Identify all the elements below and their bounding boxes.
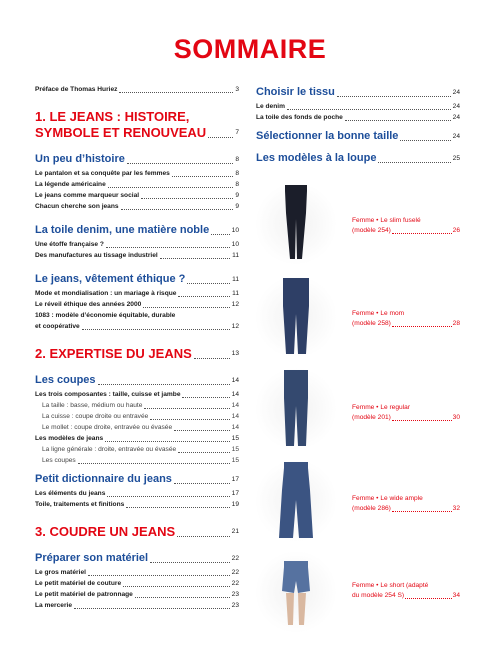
- jeans-photo: [256, 551, 336, 633]
- toc-section-taille[interactable]: Sélectionner la bonne taille 24: [256, 130, 460, 142]
- toc-entry[interactable]: Des manufactures au tissage industriel 11: [35, 252, 239, 259]
- toc-entry-preface[interactable]: Préface de Thomas Huriez 3: [35, 86, 239, 93]
- jeans-waistband: [284, 462, 308, 468]
- toc-entry[interactable]: Le pantalon et sa conquête par les femmes 8: [35, 170, 239, 177]
- toc-section-tissu[interactable]: Choisir le tissu 24: [256, 86, 460, 98]
- toc-section-modeles[interactable]: Les modèles à la loupe 25: [256, 152, 460, 164]
- jeans-legs: [283, 284, 309, 354]
- toc-subentry[interactable]: La cuisse : coupe droite ou entravée 14: [42, 413, 239, 420]
- jeans-photo: [256, 183, 336, 265]
- toc-chapter-3[interactable]: 3. COUDRE UN JEANS 21: [35, 524, 239, 539]
- toc-section-coupes[interactable]: Les coupes 14: [35, 374, 239, 386]
- toc-section-toile-denim[interactable]: La toile denim, une matière noble 10: [35, 224, 239, 236]
- toc-section-histoire[interactable]: Un peu d’histoire 8: [35, 153, 239, 165]
- toc-entry[interactable]: Le jeans comme marqueur social 9: [35, 192, 239, 199]
- jeans-photo: [256, 276, 336, 358]
- toc-entry[interactable]: La toile des fonds de poche 24: [256, 114, 460, 121]
- toc-section-dictionnaire[interactable]: Petit dictionnaire du jeans 17: [35, 473, 239, 485]
- toc-entry[interactable]: Le denim 24: [256, 103, 460, 110]
- jeans-waistband: [285, 185, 307, 191]
- toc-entry[interactable]: Une étoffe française ? 10: [35, 241, 239, 248]
- jeans-waistband: [283, 278, 309, 284]
- toc-subentry[interactable]: La ligne générale : droite, entravée ou évasée 15: [42, 446, 239, 453]
- toc-entry[interactable]: La mercerie 23: [35, 602, 239, 609]
- toc-entry[interactable]: Le gros matériel 22: [35, 569, 239, 576]
- toc-entry[interactable]: Mode et mondialisation : un mariage à risque 11: [35, 290, 239, 297]
- jeans-waistband: [284, 370, 308, 376]
- shorts-legs: [282, 567, 310, 593]
- toc-entry[interactable]: Le petit matériel de patronnage 23: [35, 591, 239, 598]
- toc-chapter-1[interactable]: 1. LE JEANS : HISTOIRE, SYMBOLE ET RENOUVEAU 7: [35, 109, 239, 140]
- toc-entry[interactable]: Les trois composantes : taille, cuisse et jambe 14: [35, 391, 239, 398]
- toc-entry[interactable]: Le petit matériel de couture 22: [35, 580, 239, 587]
- jeans-photo: [256, 368, 336, 450]
- jeans-photo: [256, 460, 336, 542]
- legs-skin: [286, 593, 306, 625]
- toc-entry[interactable]: Toile, traitements et finitions 19: [35, 501, 239, 508]
- shorts-waistband: [284, 561, 308, 567]
- page-title: SOMMAIRE: [173, 34, 327, 64]
- toc-left-column: [35, 84, 239, 611]
- toc-section-materiel[interactable]: Préparer son matériel 22: [35, 552, 239, 564]
- jeans-legs: [284, 376, 308, 446]
- toc-subentry[interactable]: Les coupes 15: [42, 457, 239, 464]
- toc-subentry[interactable]: La taille : basse, médium ou haute 14: [42, 402, 239, 409]
- toc-entry[interactable]: Les éléments du jeans 17: [35, 490, 239, 497]
- toc-entry[interactable]: La légende américaine 8: [35, 181, 239, 188]
- toc-entry[interactable]: Chacun cherche son jeans 9: [35, 203, 239, 210]
- toc-chapter-2[interactable]: 2. EXPERTISE DU JEANS 13: [35, 346, 239, 361]
- toc-right-column: [256, 84, 460, 167]
- jeans-legs: [279, 468, 313, 538]
- toc-entry[interactable]: Le réveil éthique des années 2000 12: [35, 301, 239, 308]
- toc-entry[interactable]: 1083 : modèle d’économie équitable, durable et coopérative 12: [35, 312, 239, 330]
- toc-entry[interactable]: Les modèles de jeans 15: [35, 435, 239, 442]
- jeans-legs: [285, 191, 307, 259]
- toc-subentry[interactable]: Le mollet : coupe droite, entravée ou évasée 14: [42, 424, 239, 431]
- toc-section-ethique[interactable]: Le jeans, vêtement éthique ? 11: [35, 273, 239, 285]
